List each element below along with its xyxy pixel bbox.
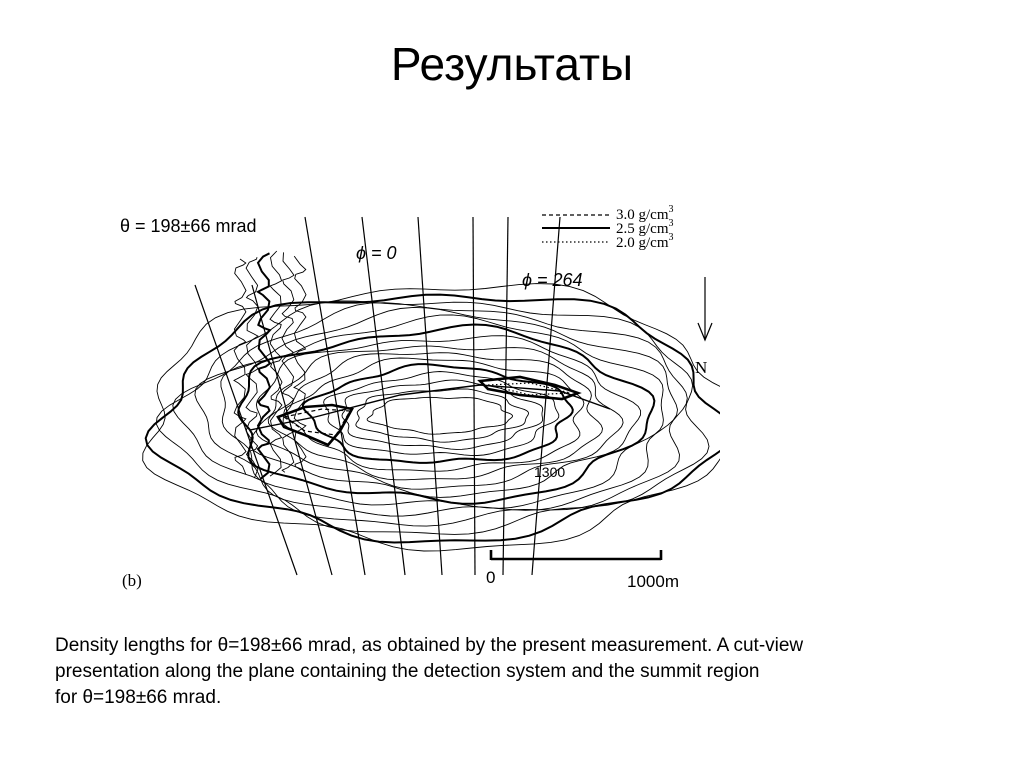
scan-line — [418, 217, 442, 575]
theta-label: θ = 198±66 mrad — [120, 216, 257, 236]
figure-caption — [55, 633, 985, 711]
caption-line-2: presentation along the plane containing the detection system and the summit region — [55, 661, 760, 682]
ridge-line — [294, 256, 306, 471]
caption-line-3: for θ=198±66 mrad. — [55, 687, 222, 708]
ridge-line — [270, 251, 282, 476]
scan-line — [305, 217, 365, 575]
ridge-line — [246, 257, 258, 478]
phi-264-label: ϕ = 264 — [522, 270, 583, 290]
scan-line — [503, 217, 508, 575]
contour-line — [367, 397, 512, 434]
contour-elevation-label: 1300 — [534, 464, 566, 480]
slide-title: Результаты — [390, 38, 634, 90]
contour-lines — [143, 251, 720, 551]
ridge-line — [258, 253, 270, 478]
panel-label: (b) — [122, 571, 142, 590]
ridge-line — [282, 252, 294, 472]
legend-label-3-0: 3.0 $g/cm^3$ — [616, 204, 674, 223]
legend-label-2-0: 2.0 $g/cm^3$ — [616, 232, 674, 251]
scan-line — [195, 285, 297, 575]
scale-start-label: 0 — [486, 568, 496, 587]
contour-line — [238, 325, 654, 504]
contour-map-figure — [100, 195, 720, 605]
scale-bar — [491, 550, 661, 560]
phi-zero-label: ϕ = 0 — [356, 243, 397, 263]
caption-line-1: Density lengths for θ=198±66 mrad, as obtained by the present measurement. A cut-view — [55, 635, 804, 656]
scale-end-label: 1000m — [627, 572, 679, 591]
scan-line — [473, 217, 475, 575]
density-legend — [542, 204, 674, 251]
contour-map-svg — [100, 195, 720, 605]
contour-line — [324, 372, 559, 456]
legend-label-2-5: 2.5 $g/cm^3$ — [616, 218, 674, 237]
north-label: N — [695, 358, 708, 377]
north-arrow-icon — [698, 277, 712, 340]
contour-line — [173, 303, 688, 526]
contour-line — [356, 389, 529, 442]
